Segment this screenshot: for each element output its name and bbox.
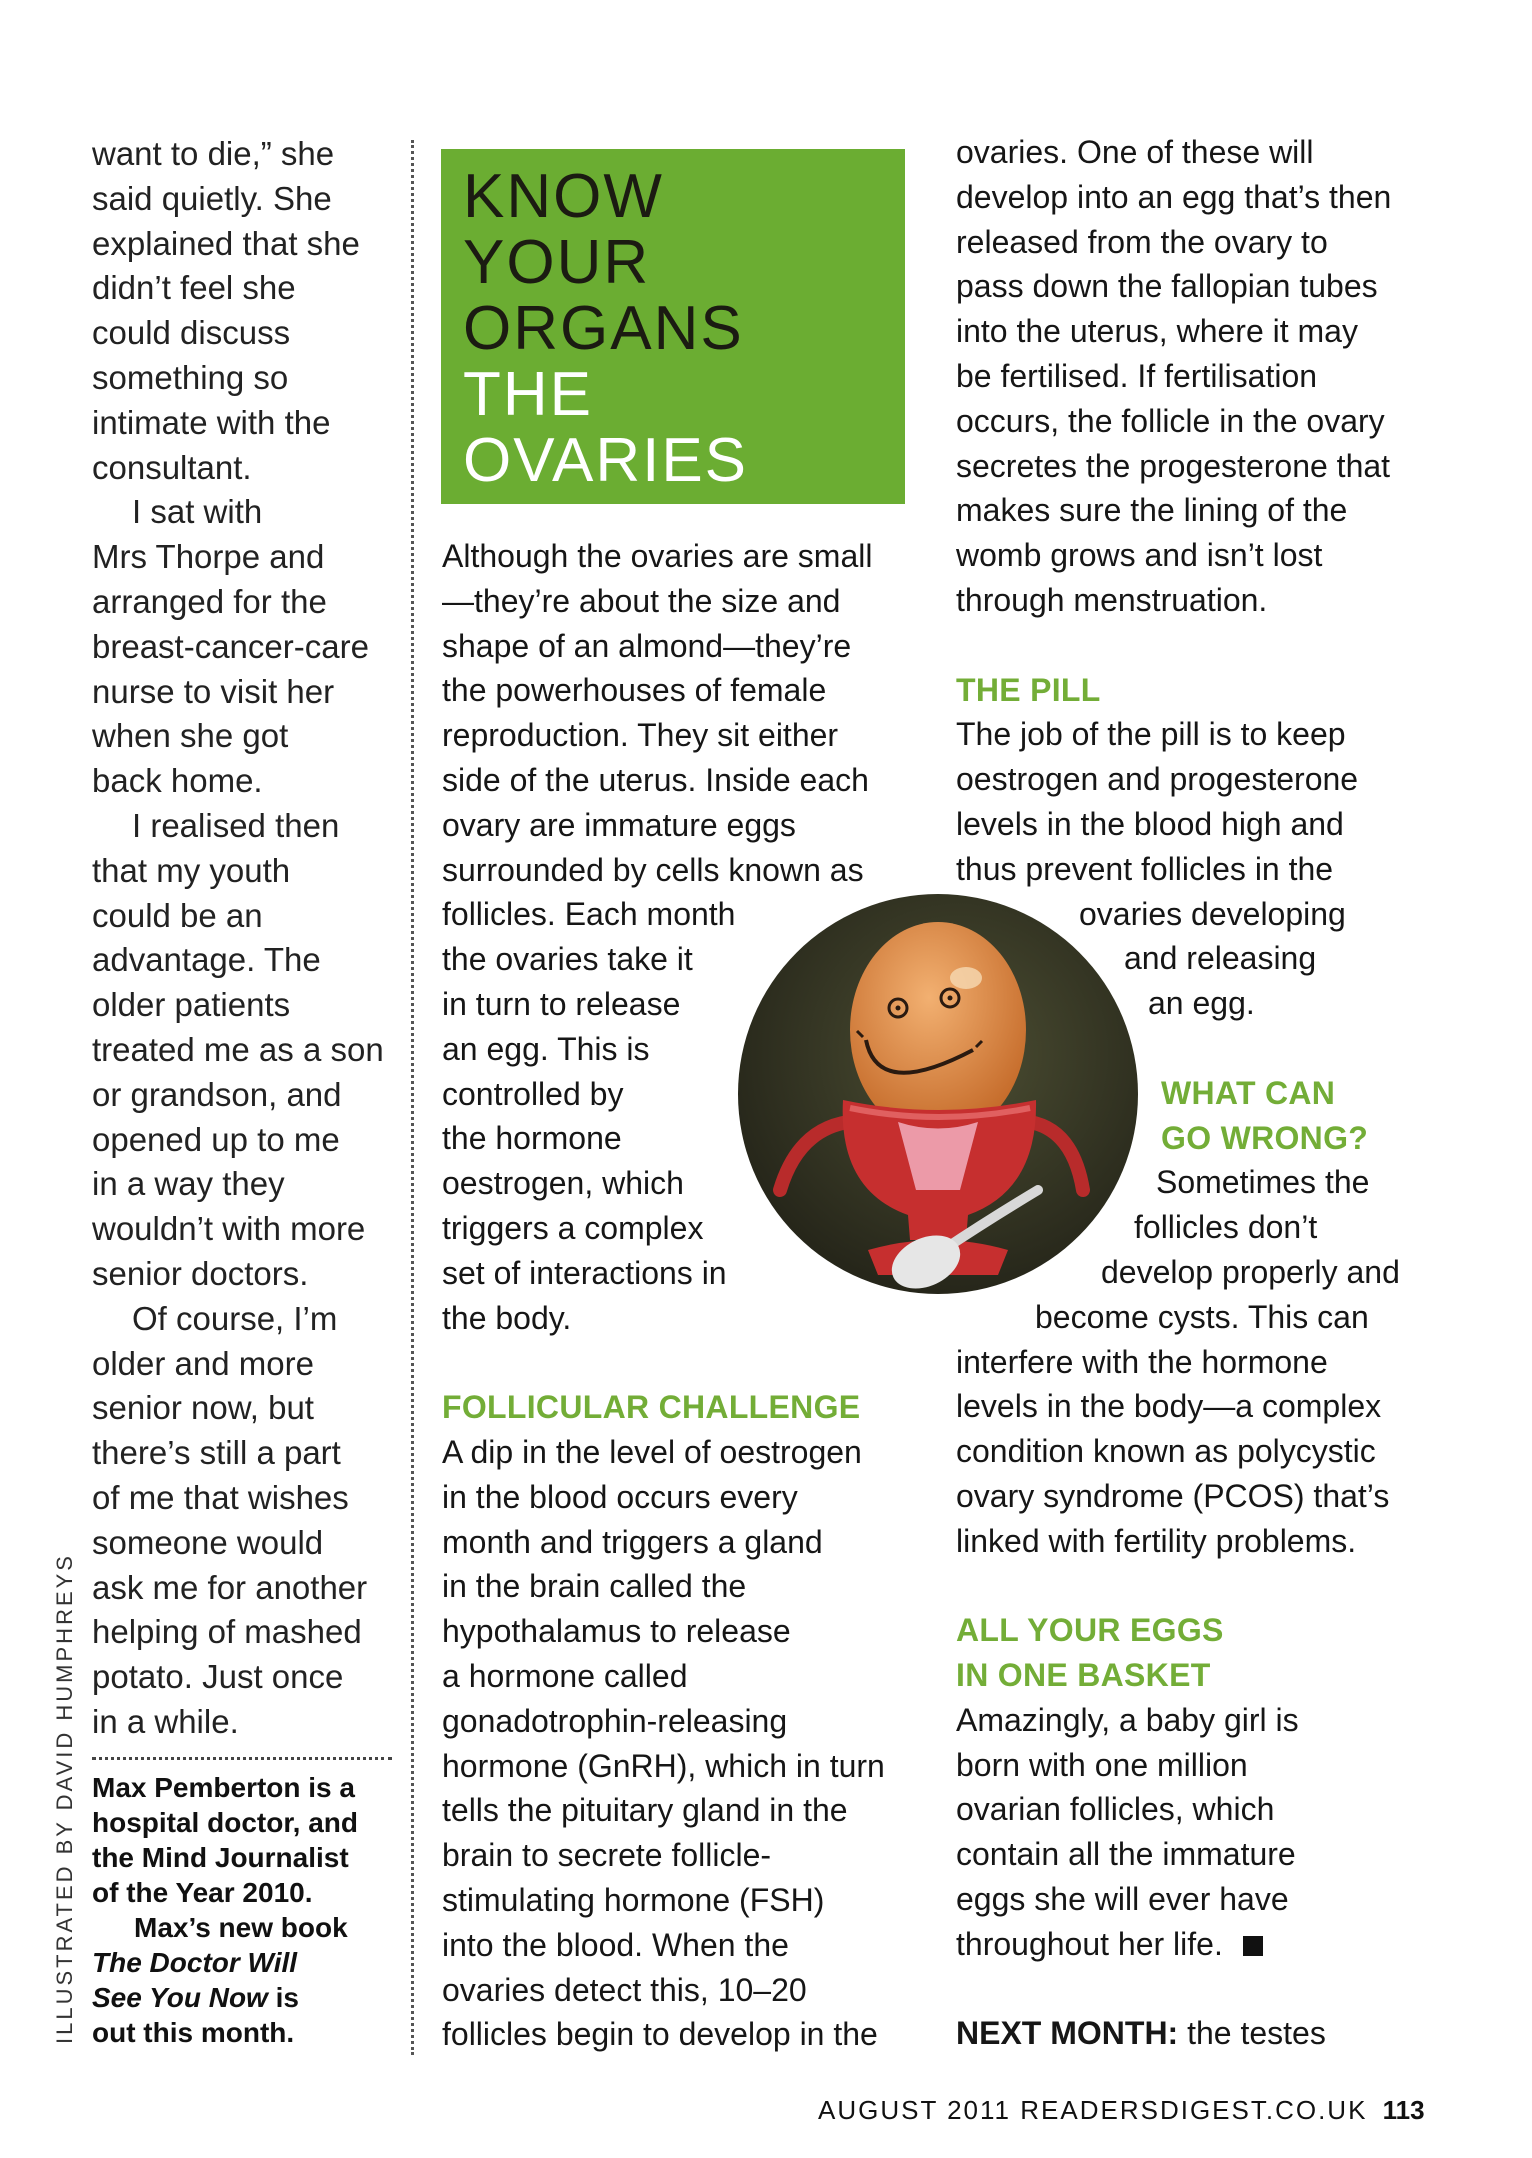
left-column-text	[92, 132, 392, 1745]
text-line: ovary syndrome (PCOS) that’s	[956, 1477, 1390, 1514]
text-line: through menstruation.	[956, 581, 1268, 618]
next-month-label: NEXT MONTH:	[956, 2015, 1179, 2052]
section-heading: THE PILL	[956, 671, 1101, 708]
text-line: consultant.	[92, 448, 252, 486]
text-line: in turn to release	[442, 985, 681, 1022]
text-line: thus prevent follicles in the	[956, 850, 1334, 887]
bio-divider	[92, 1757, 392, 1760]
illustration-credit: ILLUSTRATED BY DAVID HUMPHREYS	[52, 1553, 77, 2044]
text-line: occurs, the follicle in the ovary	[956, 402, 1385, 439]
text-line: I realised then	[132, 806, 340, 844]
text-line: be fertilised. If fertilisation	[956, 357, 1318, 394]
text-line: ovaries. One of these will	[956, 134, 1314, 170]
text-line: ovary are immature eggs	[442, 806, 796, 843]
bio-line: Max Pemberton is a	[92, 1772, 355, 1803]
text-line: linked with fertility problems.	[956, 1522, 1357, 1559]
section-heading: ALL YOUR EGGS	[956, 1612, 1224, 1649]
section-heading: GO WRONG?	[1161, 1119, 1369, 1156]
text-line: Sometimes the	[1156, 1164, 1370, 1201]
text-line: eggs she will ever have	[956, 1881, 1289, 1918]
text-line: oestrogen, which	[442, 1165, 684, 1202]
smiling-egg-in-eggcup-icon	[738, 890, 1138, 1298]
text-line: and releasing	[1124, 940, 1317, 977]
text-line: arranged for the	[92, 582, 327, 620]
text-line: the body.	[442, 1299, 572, 1336]
text-line: the ovaries take it	[442, 941, 693, 978]
text-line: gonadotrophin-releasing	[442, 1702, 788, 1739]
bio-line: the Mind Journalist	[92, 1842, 349, 1873]
text-line: in a while.	[92, 1702, 239, 1740]
text-line: said quietly. She	[92, 179, 332, 217]
text-line: secretes the progesterone that	[956, 447, 1391, 484]
bio-line	[92, 1945, 392, 1980]
text-line: Of course, I’m	[132, 1299, 338, 1337]
text-line: ovaries developing	[1079, 895, 1346, 932]
text-line: develop properly and	[1101, 1253, 1400, 1290]
text-line: contain all the immature	[956, 1836, 1296, 1873]
text-line: senior doctors.	[92, 1254, 309, 1292]
text-line: controlled by	[442, 1075, 624, 1112]
text-line: or grandson, and	[92, 1075, 342, 1113]
text-line: —they’re about the size and	[442, 582, 841, 619]
text-line: back home.	[92, 762, 263, 800]
title-line: ORGANS	[463, 294, 744, 363]
text-line: side of the uterus. Inside each	[442, 761, 869, 798]
text-line: potato. Just once	[92, 1658, 344, 1696]
end-mark-icon	[1243, 1936, 1263, 1956]
bio-line	[92, 1980, 392, 2015]
text-line: in the blood occurs every	[442, 1478, 798, 1515]
text-line: a hormone called	[442, 1657, 688, 1694]
text-line: hypothalamus to release	[442, 1613, 791, 1650]
text-line: ask me for another	[92, 1568, 368, 1606]
text-line: could discuss	[92, 314, 291, 352]
page-number: 113	[1382, 2095, 1425, 2125]
text-line: senior now, but	[92, 1389, 314, 1427]
text-line: makes sure the lining of the	[956, 492, 1348, 529]
text-line: condition known as polycystic	[956, 1433, 1376, 1470]
text-line: triggers a complex	[442, 1209, 704, 1246]
title-line: THE	[463, 360, 593, 429]
text-line: Although the ovaries are small	[442, 538, 873, 574]
text-line: month and triggers a gland	[442, 1523, 823, 1560]
text-line: develop into an egg that’s then	[956, 178, 1392, 215]
title-line: KNOW	[463, 162, 664, 231]
text-line: born with one million	[956, 1746, 1248, 1783]
section-paragraph	[956, 1698, 1436, 1967]
text-line: the hormone	[442, 1120, 622, 1157]
text-line: of me that wishes	[92, 1478, 349, 1516]
book-title: See You Now	[92, 1982, 268, 2013]
page-footer	[818, 2095, 1425, 2126]
text-line: womb grows and isn’t lost	[956, 537, 1323, 574]
title-line: OVARIES	[463, 426, 749, 495]
bio-line: out this month.	[92, 2017, 295, 2048]
text-line: advantage. The	[92, 941, 321, 979]
text-line: older patients	[92, 986, 291, 1024]
text-line: follicles. Each month	[442, 896, 736, 933]
text-line: set of interactions in	[442, 1254, 727, 1291]
text-line: pass down the fallopian tubes	[956, 268, 1378, 305]
text-line: The job of the pill is to keep	[956, 716, 1346, 753]
next-month-topic: the testes	[1178, 2015, 1326, 2052]
text-line: treated me as a son	[92, 1030, 384, 1068]
text-line: stimulating hormone (FSH)	[442, 1881, 825, 1918]
text-line: something so	[92, 358, 289, 396]
text-line: become cysts. This can	[1035, 1298, 1369, 1335]
section-heading: WHAT CAN	[1161, 1074, 1336, 1111]
text-line: an egg. This is	[442, 1030, 650, 1067]
text-line: levels in the body—a complex	[956, 1388, 1382, 1425]
text-line: the powerhouses of female	[442, 672, 827, 709]
text-line: Amazingly, a baby girl is	[956, 1701, 1299, 1738]
section-heading: FOLLICULAR CHALLENGE	[442, 1389, 861, 1426]
text-line: into the uterus, where it may	[956, 313, 1358, 350]
magazine-site: READERSDIGEST.CO.UK	[1020, 2095, 1368, 2125]
text-line: Mrs Thorpe and	[92, 538, 325, 576]
text-line: wouldn’t with more	[92, 1210, 366, 1248]
text-line: surrounded by cells known as	[442, 851, 864, 888]
section-heading: IN ONE BASKET	[956, 1657, 1211, 1694]
text-line: shape of an almond—they’re	[442, 627, 852, 664]
text-line: an egg.	[1148, 985, 1255, 1022]
text-line: follicles begin to develop in the	[442, 2016, 878, 2053]
text-line: ovaries detect this, 10–20	[442, 1971, 807, 2008]
text-line: there’s still a part	[92, 1434, 341, 1472]
text-line: I sat with	[132, 493, 263, 531]
text-line: explained that she	[92, 224, 360, 262]
text-line: interfere with the hormone	[956, 1343, 1328, 1380]
title-line: YOUR	[463, 228, 651, 297]
text-line: breast-cancer-care	[92, 627, 369, 665]
text-line: in the brain called the	[442, 1568, 747, 1605]
bio-line: hospital doctor, and	[92, 1807, 359, 1838]
text-line: reproduction. They sit either	[442, 717, 839, 754]
text-line: that my youth	[92, 851, 291, 889]
text-line: A dip in the level of oestrogen	[442, 1433, 862, 1470]
text-line: when she got	[92, 717, 289, 755]
bio-line: Max’s new book	[134, 1912, 348, 1943]
text-line: throughout her life.	[956, 1922, 1436, 1967]
text-line: released from the ovary to	[956, 223, 1328, 260]
column-divider	[411, 140, 414, 2055]
text-line: hormone (GnRH), which in turn	[442, 1747, 885, 1784]
issue-date: AUGUST 2011	[818, 2095, 1012, 2125]
text-line: someone would	[92, 1523, 324, 1561]
text-line: helping of mashed	[92, 1613, 362, 1651]
text-line: nurse to visit her	[92, 672, 335, 710]
bio-line: of the Year 2010.	[92, 1877, 313, 1908]
text-line: into the blood. When the	[442, 1926, 789, 1963]
text-line: could be an	[92, 896, 263, 934]
text-line: brain to secrete follicle-	[442, 1837, 772, 1874]
text-line: want to die,” she	[92, 135, 335, 172]
text-line: follicles don’t	[1134, 1209, 1318, 1246]
text-line: oestrogen and progesterone	[956, 761, 1359, 798]
next-month-line	[956, 2011, 1436, 2056]
text-line: in a way they	[92, 1165, 285, 1203]
author-bio	[92, 1770, 392, 2050]
text-line: tells the pituitary gland in the	[442, 1792, 848, 1829]
text-line: didn’t feel she	[92, 269, 296, 307]
text-line: ovarian follicles, which	[956, 1791, 1275, 1828]
paragraph	[956, 130, 1436, 623]
section-paragraph	[442, 1430, 922, 2057]
text-line: older and more	[92, 1344, 314, 1382]
text-line: intimate with the	[92, 403, 331, 441]
title-box	[441, 149, 905, 504]
text-line: levels in the blood high and	[956, 805, 1344, 842]
bio-text: is	[267, 1982, 299, 2013]
book-title: The Doctor Will	[92, 1947, 298, 1978]
text-line: opened up to me	[92, 1120, 340, 1158]
